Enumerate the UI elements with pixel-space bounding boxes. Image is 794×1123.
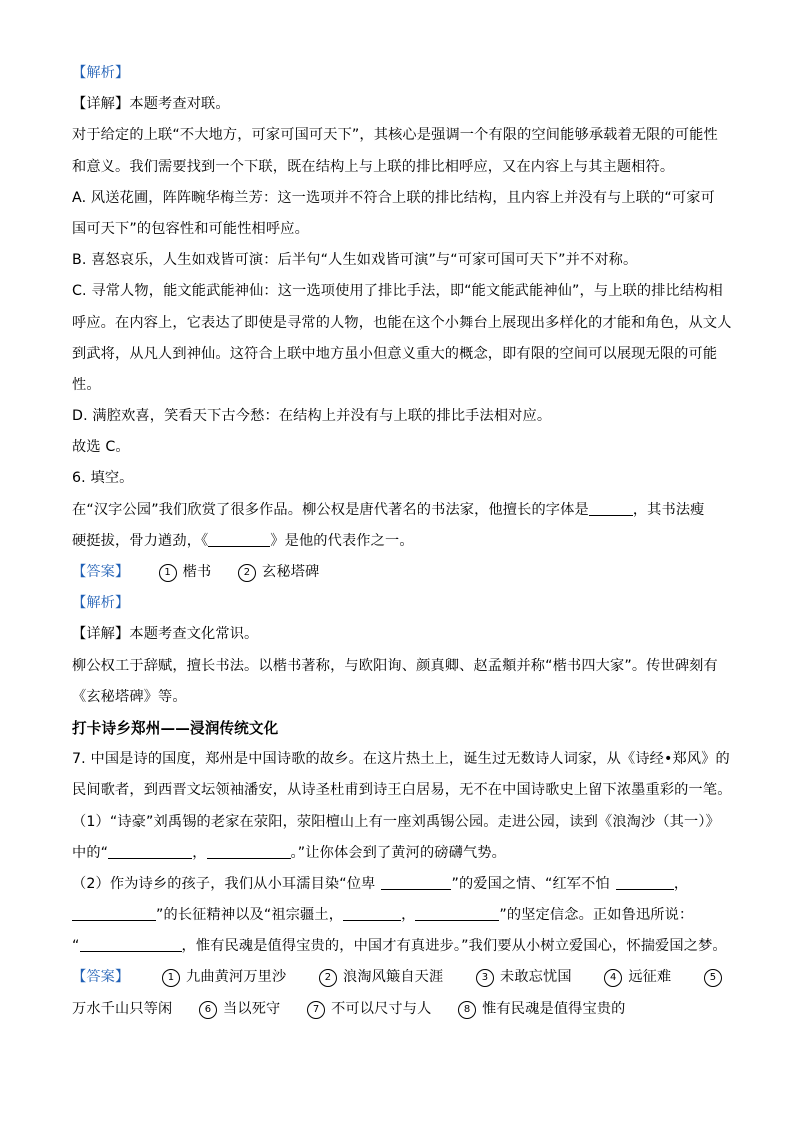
option-c-line: 性。: [72, 376, 101, 393]
stem-text: ，: [673, 875, 689, 892]
answer-text: 浪淘风簸自天涯: [342, 969, 444, 986]
answer-text: 当以死守: [223, 1000, 281, 1017]
answer-text: 楷书: [182, 564, 212, 580]
stem-text: 硬挺拔，骨力遒劲，《: [72, 532, 209, 549]
stem-text: ，: [192, 844, 207, 861]
answer-item: [476, 962, 572, 993]
detail-line: 【详解】本题考查对联。: [72, 96, 230, 113]
answer-item: [199, 994, 280, 1025]
answer-item: [159, 557, 212, 588]
answer-label: 【答案】: [72, 564, 130, 580]
question-7-sub1-line: （1）“诗豪”刘禹锡的老家在荥阳，荥阳檀山上有一座刘禹锡公园。走进公园，读到《浪淘沙（其一）》: [72, 813, 720, 830]
answer-number-badge: 7: [307, 1001, 325, 1019]
answer-label: 【答案】: [72, 969, 130, 986]
answer-blank: [72, 906, 156, 921]
stem-text: 中的“: [72, 844, 109, 861]
answer-number-badge: 3: [476, 969, 494, 987]
stem-text: （2）作为诗乡的孩子，我们从小耳濡目染“位卑: [72, 875, 376, 892]
paragraph-line: 柳公权工于辞赋，擅长书法。以楷书著称，与欧阳询、颜真卿、赵孟頫并称“楷书四大家”。传世碑刻有: [72, 657, 718, 674]
section-title: 打卡诗乡郑州——浸润传统文化: [72, 719, 279, 737]
stem-text: “: [72, 938, 80, 955]
question-7-sub2-line: [72, 931, 727, 962]
stem-text: 。”让你体会到了黄河的磅礴气势。: [290, 844, 506, 861]
paragraph-line: 对于给定的上联“不大地方，可家可国可天下”，其核心是强调一个有限的空间能够承载着无限的可能性: [72, 127, 718, 144]
answer-item: [604, 962, 671, 993]
question-6-stem-line: [72, 495, 722, 526]
stem-text: ”的长征精神以及“祖宗疆土，: [156, 907, 344, 924]
answer-blank: [208, 532, 270, 547]
answer-item: [704, 962, 722, 993]
answer-text: 未敢忘忧国: [499, 969, 572, 986]
question-6-answer-line: [72, 557, 722, 588]
question-6-title: 6. 填空。: [72, 470, 134, 487]
question-7-intro-line: 7. 中国是诗的国度，郑州是中国诗歌的故乡。在这片热土上，诞生过无数诗人词家，从《诗经•郑风》的: [72, 751, 730, 768]
question-7-sub2-line: [72, 869, 722, 900]
stem-text: 在“汉字公园”我们欣赏了很多作品。柳公权是唐代著名的书法家，他擅长的字体是: [72, 501, 589, 518]
detail-line: 【详解】本题考查文化常识。: [72, 626, 259, 643]
answer-number-badge: 4: [604, 969, 622, 987]
option-c-line: C. 寻常人物，能文能武能神仙：这一选项使用了排比手法，即“能文能武能神仙”，与上联的排比结构相: [72, 283, 723, 300]
paragraph-line: 和意义。我们需要找到一个下联，既在结构上与上联的排比相呼应，又在内容上与其主题相符。: [72, 158, 675, 175]
question-7-answer-line: [72, 994, 722, 1025]
option-c-line: 到武将，从凡人到神仙。这符合上联中地方虽小但意义重大的概念，即有限的空间可以展现无限的可能: [72, 345, 718, 362]
answer-text: 玄秘塔碑: [262, 564, 320, 580]
question-7-answer-line: [72, 962, 722, 993]
stem-text: ，惟有民魂是值得宝贵的，中国才有真进步。”我们要从小树立爱国心，怀揣爱国之梦。: [181, 938, 727, 955]
answer-text: 惟有民魂是值得宝贵的: [482, 1000, 626, 1017]
stem-text: ”的坚定信念。正如鲁迅所说：: [499, 907, 694, 924]
question-7-sub2-line: [72, 900, 722, 931]
answer-item: [307, 994, 431, 1025]
option-c-line: 呼应。在内容上，它表达了即使是寻常的人物，也能在这个小舞台上展现出多样化的才能和角色，从文人: [72, 314, 732, 331]
answer-blank: [589, 501, 633, 516]
answer-blank: [80, 937, 182, 952]
question-7-intro-line: 民间歌者，到西晋文坛领袖潘安，从诗圣杜甫到诗王白居易，无不在中国诗歌史上留下浓墨重彩的一笔。: [72, 782, 732, 799]
answer-text: 万水千山只等闲: [72, 1000, 173, 1017]
answer-blank: [616, 875, 674, 890]
answer-blank: [207, 844, 291, 859]
answer-blank: [108, 844, 192, 859]
answer-text: 不可以尺寸与人: [331, 1000, 432, 1017]
option-a-line: 国可天下”的包容性和可能性相呼应。: [72, 220, 309, 237]
answer-item: [162, 962, 286, 993]
answer-blank: [343, 906, 401, 921]
answer-text: 远征难: [628, 969, 672, 986]
answer-number-badge: 8: [458, 1001, 476, 1019]
analysis-heading: 【解析】: [72, 595, 130, 612]
answer-number-badge: 1: [162, 969, 180, 987]
answer-blank: [381, 875, 451, 890]
answer-number-badge: 6: [199, 1001, 217, 1019]
paragraph-line: 《玄秘塔碑》等。: [72, 688, 187, 705]
stem-text: 》是他的代表作之一。: [270, 532, 414, 549]
conclusion-line: 故选 C。: [72, 439, 130, 456]
stem-text: ，其书法瘦: [632, 501, 705, 518]
option-b-line: B. 喜怒哀乐，人生如戏皆可演：后半句“人生如戏皆可演”与“可家可国可天下”并不对称。: [72, 252, 638, 269]
question-6-stem-line: [72, 526, 722, 557]
answer-item: [238, 557, 319, 588]
document-page: [72, 58, 732, 1025]
answer-item: [458, 994, 625, 1025]
option-a-line: A. 风送花圃，阵阵畹华梅兰芳：这一选项并不符合上联的排比结构，且内容上并没有与上联的“可家可: [72, 189, 715, 206]
answer-number-badge: 5: [704, 969, 722, 987]
answer-text: 九曲黄河万里沙: [185, 969, 287, 986]
answer-number-badge: 2: [238, 564, 256, 582]
stem-text: ”的爱国之情、“红军不怕: [451, 875, 610, 892]
answer-number-badge: 1: [159, 564, 177, 582]
stem-text: ，: [401, 907, 416, 924]
answer-number-badge: 2: [319, 969, 337, 987]
analysis-heading: 【解析】: [72, 65, 130, 81]
option-d-line: D. 满腔欢喜，笑看天下古今愁：在结构上并没有与上联的排比手法相对应。: [72, 408, 552, 425]
answer-item: [319, 962, 443, 993]
answer-blank: [415, 906, 499, 921]
question-7-sub1-line: [72, 838, 722, 869]
